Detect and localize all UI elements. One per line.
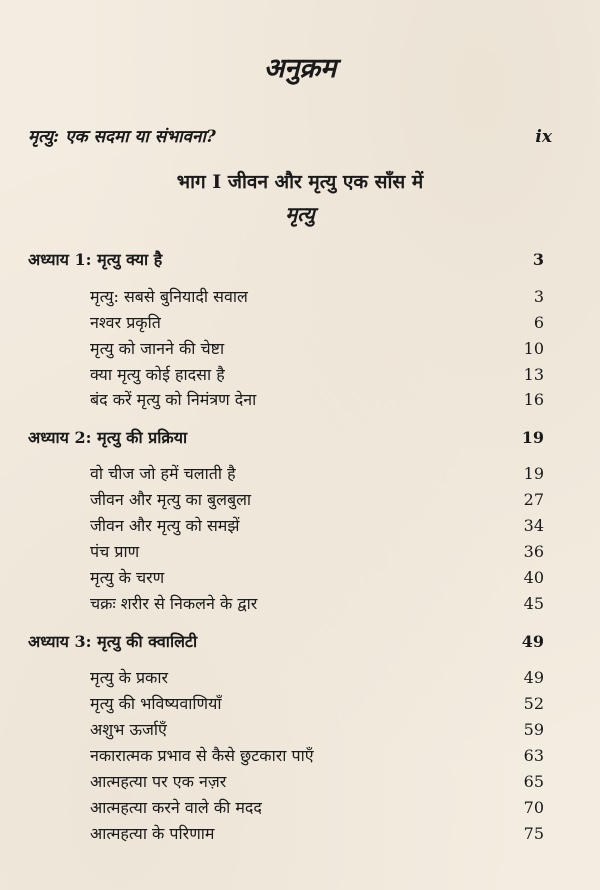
entry-page: 13 xyxy=(523,365,544,384)
preface-entry xyxy=(28,124,552,147)
entry-page: 16 xyxy=(523,390,544,409)
entry-page: 34 xyxy=(523,516,544,535)
entry-page: 63 xyxy=(523,746,544,765)
entry-label: आत्महत्या के परिणाम xyxy=(90,824,215,843)
entry-label: मृत्यु को जानने की चेष्टा xyxy=(90,339,225,358)
toc-entry xyxy=(90,770,544,792)
toc-entry xyxy=(90,540,544,562)
entry-label: पंच प्राण xyxy=(90,542,140,561)
toc-entry xyxy=(90,311,544,333)
entry-page: 70 xyxy=(523,798,544,817)
chapter-label: अध्याय 2: मृत्यु की प्रक्रिया xyxy=(28,428,188,447)
toc-entry xyxy=(90,718,544,740)
chapter-label: अध्याय 3: मृत्यु की क्वालिटी xyxy=(28,632,198,651)
entry-label: मृत्यु के चरण xyxy=(90,568,165,587)
entry-page: 59 xyxy=(523,720,544,739)
entry-page: 75 xyxy=(523,824,544,843)
entry-label: अशुभ ऊर्जाएँ xyxy=(90,720,167,739)
entry-label: आत्महत्या करने वाले की मदद xyxy=(90,798,262,817)
chapter-page: 49 xyxy=(521,632,544,651)
entry-label: नश्वर प्रकृति xyxy=(90,313,161,332)
toc-entry xyxy=(90,363,544,385)
toc-entry xyxy=(90,488,544,510)
entry-page: 3 xyxy=(533,287,544,306)
chapter-2 xyxy=(28,426,544,448)
toc-entry xyxy=(90,666,544,688)
entry-page: 6 xyxy=(533,313,544,332)
entry-page: 27 xyxy=(523,490,544,509)
entry-label: आत्महत्या पर एक नज़र xyxy=(90,772,227,791)
toc-entry xyxy=(90,744,544,766)
entry-label: नकारात्मक प्रभाव से कैसे छुटकारा पाएँ xyxy=(90,746,314,765)
entry-label: वो चीज जो हमें चलाती है xyxy=(90,464,236,483)
toc-entry xyxy=(90,692,544,714)
entry-label: मृत्यु: सबसे बुनियादी सवाल xyxy=(90,287,248,306)
entry-label: जीवन और मृत्यु का बुलबुला xyxy=(90,490,252,509)
toc-entry xyxy=(90,566,544,588)
page-title: अनुक्रम xyxy=(263,53,337,84)
entry-label: क्या मृत्यु कोई हादसा है xyxy=(90,365,225,384)
toc-entry xyxy=(90,337,544,359)
entry-label: बंद करें मृत्यु को निमंत्रण देना xyxy=(90,390,257,409)
toc-entry xyxy=(90,592,544,614)
entry-page: 45 xyxy=(523,594,544,613)
toc-entry xyxy=(90,462,544,484)
preface-label: मृत्यु: एक सदमा या संभावना? xyxy=(28,127,216,147)
entry-label: चक्रः शरीर से निकलने के द्वार xyxy=(90,594,258,613)
entry-label: जीवन और मृत्यु को समझें xyxy=(90,516,240,535)
chapter-label: अध्याय 1: मृत्यु क्या है xyxy=(28,250,163,269)
toc-entry xyxy=(90,388,544,410)
toc-entry xyxy=(90,285,544,307)
toc-entry xyxy=(90,796,544,818)
entry-page: 40 xyxy=(523,568,544,587)
preface-page: ix xyxy=(535,127,552,147)
entry-page: 10 xyxy=(523,339,544,358)
chapter-page: 19 xyxy=(521,428,544,447)
entry-page: 65 xyxy=(523,772,544,791)
entry-label: मृत्यु के प्रकार xyxy=(90,668,169,687)
part-subheading: मृत्यु xyxy=(285,202,315,226)
chapter-1 xyxy=(28,248,544,270)
entry-page: 36 xyxy=(523,542,544,561)
chapter-3 xyxy=(28,630,544,652)
entry-label: मृत्यु की भविष्यवाणियाँ xyxy=(90,694,222,713)
entry-page: 49 xyxy=(523,668,544,687)
entry-page: 19 xyxy=(523,464,544,483)
entry-page: 52 xyxy=(523,694,544,713)
toc-entry xyxy=(90,514,544,536)
chapter-page: 3 xyxy=(532,250,544,269)
part-heading: भाग I जीवन और मृत्यु एक साँस में xyxy=(176,171,424,193)
toc-entry xyxy=(90,822,544,844)
